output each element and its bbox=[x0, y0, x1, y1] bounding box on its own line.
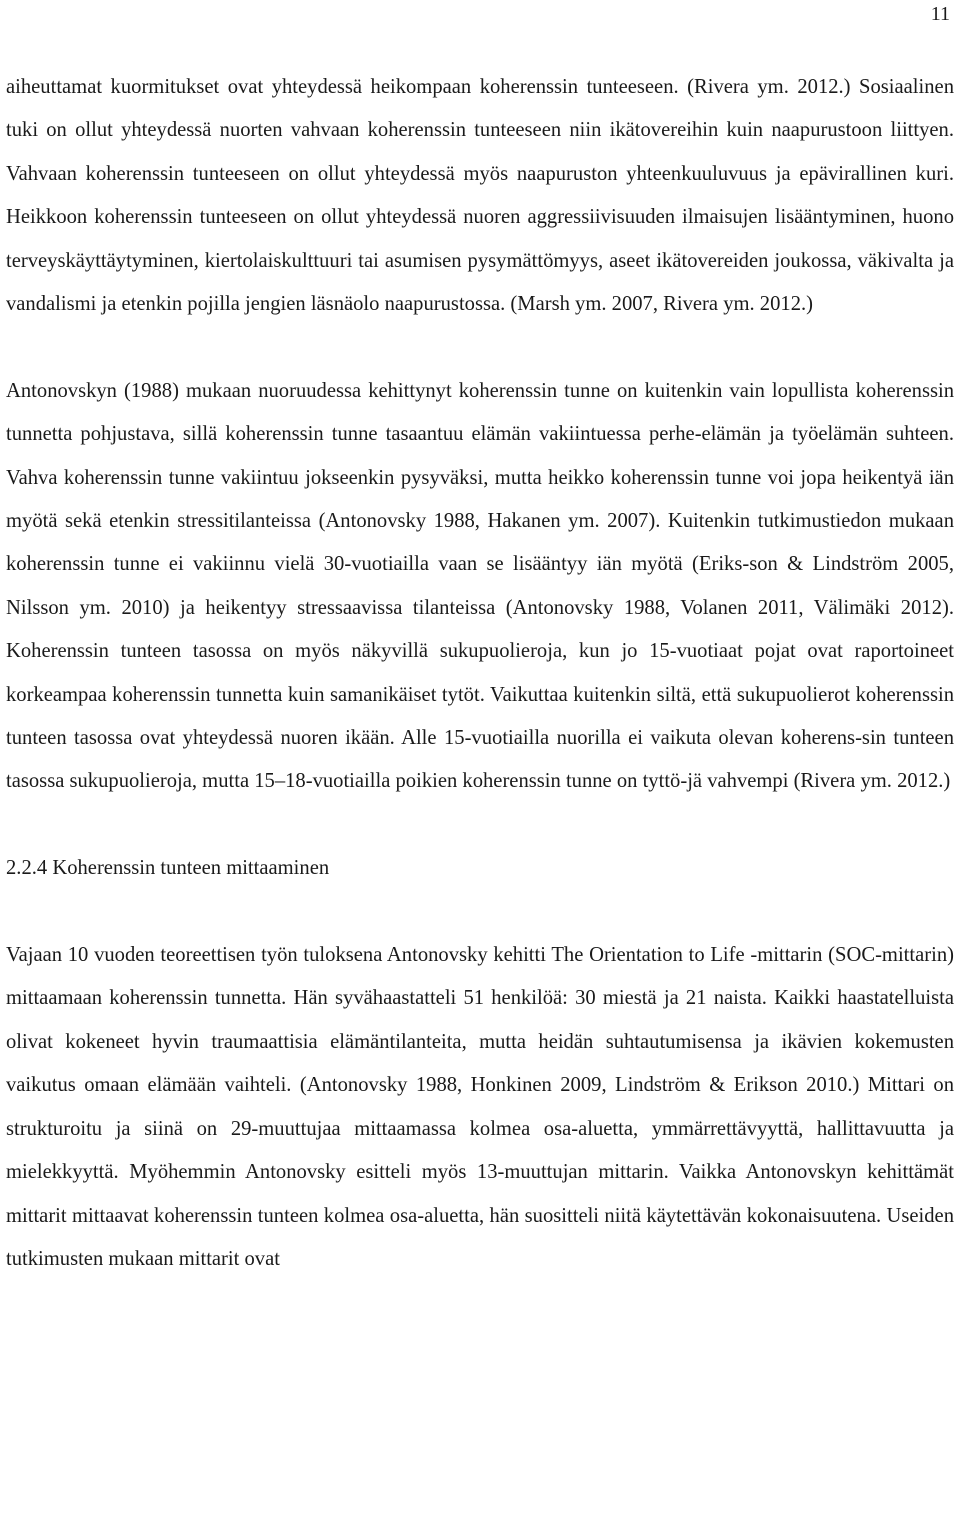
page-number: 11 bbox=[930, 3, 950, 25]
section-heading: 2.2.4 Koherenssin tunteen mittaaminen bbox=[6, 857, 330, 880]
section-paragraph: Vajaan 10 vuoden teoreettisen työn tuloksena Antonovsky kehitti The Orientation to Life -mittarin (SOC-mittarin) mittaamaan koherenssin tunnetta. Hän syvähaastatteli 51 henkilöä: 30 miestä ja 21 naista. Kaikki haastatelluista olivat kokeneet hyvin traumaattisia elämäntilanteita, mutta heidän suhtautumisensa ja ikävien kokemusten vaikutus omaan elämään vaihteli. (Antonovsky 1988, Honkinen 2009, Lindström & Erikson 2010.) Mittari on strukturoitu ja siinä on 29-muuttujaa mittaamassa kolmea osa-aluetta, ymmärrettävyyttä, hallittavuutta ja mielekkyyttä. Myöhemmin Antonovsky esitteli myös 13-muuttujan mittarin. Vaikka Antonovskyn kehittämät mittarit mittaavat koherenssin tunteen kolmea osa-aluetta, hän suositteli niitä käytettävän kokonaisuutena. Useiden tutkimusten mukaan mittarit ovat bbox=[6, 944, 954, 1270]
body-paragraph-2: Antonovskyn (1988) mukaan nuoruudessa kehittynyt koherenssin tunne on kuitenkin vain lopullista koherenssin tunnetta pohjustava, sillä koherenssin tunne tasaantuu elämän vakiintuessa perhe-elämän ja työelämän suhteen. Vahva koherenssin tunne vakiintuu jokseenkin pysyväksi, mutta heikko koherenssin tunne voi jopa heikentyä iän myötä sekä etenkin stressitilanteissa (Antonovsky 1988, Hakanen ym. 2007). Kuitenkin tutkimustiedon mukaan koherenssin tunne ei vakiinnu vielä 30-vuotiailla vaan se lisääntyy iän myötä (Eriks-son & Lindström 2005, Nilsson ym. 2010) ja heikentyy stressaavissa tilanteissa (Antonovsky 1988, Volanen 2011, Välimäki 2012). Koherenssin tunteen tasossa on myös näkyvillä sukupuolieroja, kun jo 15-vuotiaat pojat ovat raportoineet korkeampaa koherenssin tunnetta kuin samanikäiset tytöt. Vaikuttaa kuitenkin siltä, että sukupuolierot koherenssin tunteen tasossa ovat yhteydessä nuoren ikään. Alle 15-vuotiailla nuorilla ei vaikuta olevan koherens-sin tunteen tasossa sukupuolieroja, mutta 15–18-vuotiailla poikien koherenssin tunne on tyttö-jä vahvempi (Rivera ym. 2012.) bbox=[6, 379, 954, 793]
body-paragraph-1: aiheuttamat kuormitukset ovat yhteydessä heikompaan koherenssin tunteeseen. (Rivera ym. 2012.) Sosiaalinen tuki on ollut yhteydessä nuorten vahvaan koherenssin tunteeseen niin ikätovereihin kuin naapurustoon liittyen. Vahvaan koherenssin tunteeseen on ollut yhteydessä myös naapuruston yhteenkuuluvuus ja epävirallinen kuri. Heikkoon koherenssin tunteeseen on ollut yhteydessä nuoren aggressiivisuuden ilmaisujen lisääntyminen, huono terveyskäyttäytyminen, kiertolaiskulttuuri tai asumisen pysymättömyys, aseet ikätovereiden joukossa, väkivalta ja vandalismi ja etenkin pojilla jengien läsnäolo naapurustossa. (Marsh ym. 2007, Rivera ym. 2012.) bbox=[6, 76, 954, 316]
document-body bbox=[6, 66, 954, 1281]
